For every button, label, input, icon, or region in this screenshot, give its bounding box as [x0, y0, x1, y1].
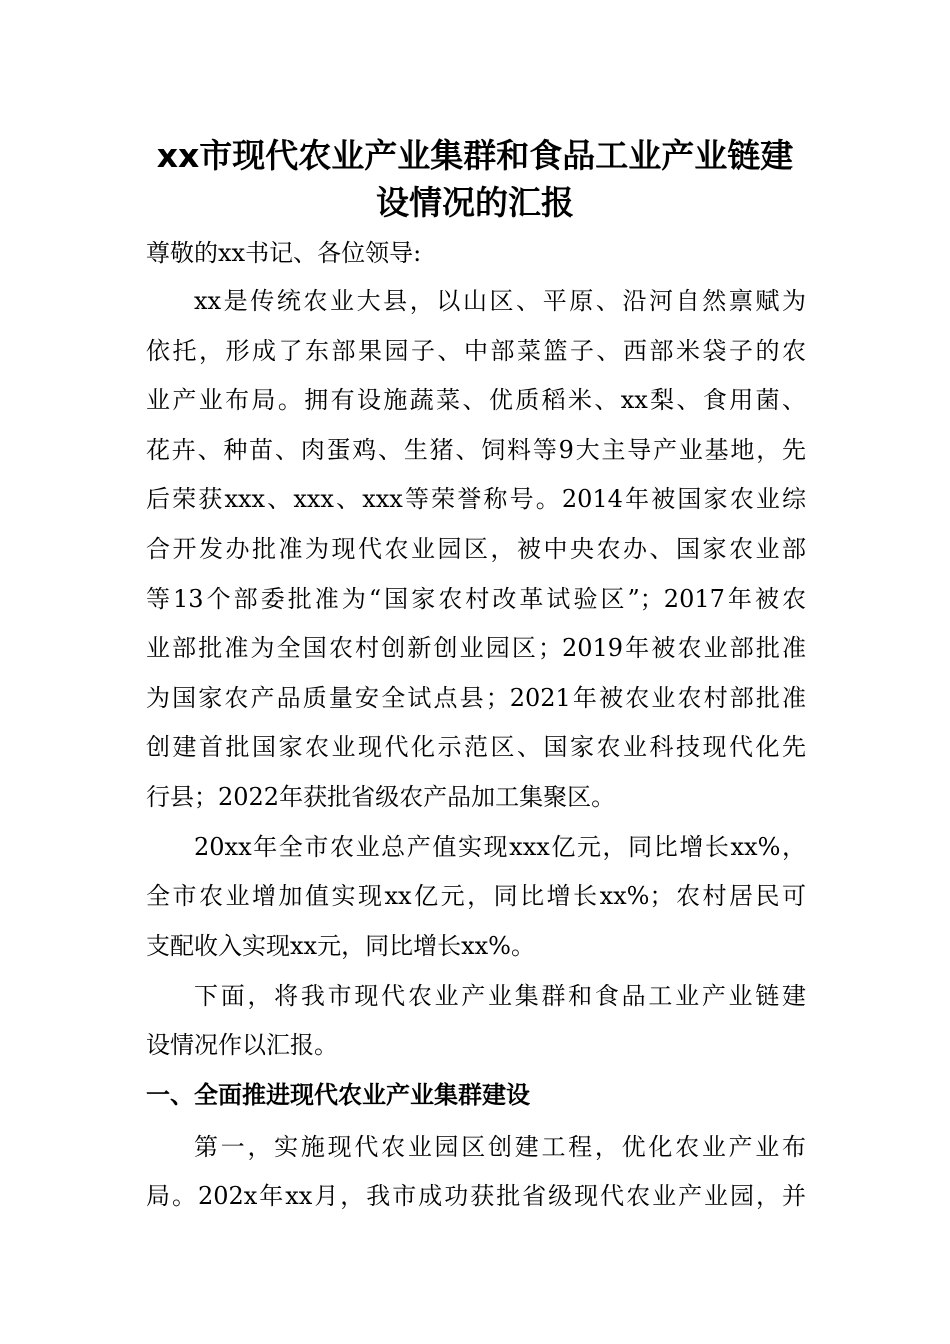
document-title-line-2: 设情况的汇报 [376, 183, 574, 222]
paragraph-1-line: 后荣获xxx、xxx、xxx等荣誉称号。2014年被国家农业综 [146, 485, 806, 513]
paragraph-1-line: 合开发办批准为现代农业园区，被中央农办、国家农业部 [146, 535, 806, 563]
paragraph-4-line: 局。202x年xx月，我市成功获批省级现代农业产业园，并 [146, 1182, 806, 1210]
paragraph-1-line: 依托，形成了东部果园子、中部菜篮子、西部米袋子的农 [146, 337, 806, 365]
paragraph-1-line: 花卉、种苗、肉蛋鸡、生猪、饲料等9大主导产业基地，先 [146, 436, 806, 464]
paragraph-4-line: 第一，实施现代农业园区创建工程，优化农业产业布 [194, 1133, 806, 1161]
paragraph-1-line: 业产业布局。拥有设施蔬菜、优质稻米、xx梨、食用菌、 [146, 386, 806, 414]
paragraph-2-line: 支配收入实现xx元，同比增长xx%。 [146, 932, 535, 960]
paragraph-1-line: 等13个部委批准为“国家农村改革试验区”；2017年被农 [146, 585, 806, 613]
paragraph-1-line: 为国家农产品质量安全试点县；2021年被农业农村部批准 [146, 684, 806, 712]
paragraph-1-line: 创建首批国家农业现代化示范区、国家农业科技现代化先 [146, 733, 806, 761]
salutation: 尊敬的xx书记、各位领导: [146, 239, 422, 267]
section-1-heading: 一、全面推进现代农业产业集群建设 [146, 1081, 530, 1109]
paragraph-1-line: 业部批准为全国农村创新创业园区；2019年被农业部批准 [146, 634, 806, 662]
paragraph-1-line: 行县；2022年获批省级农产品加工集聚区。 [146, 783, 616, 811]
paragraph-2-line: 20xx年全市农业总产值实现xxx亿元，同比增长xx%， [194, 833, 806, 861]
paragraph-3-line: 下面，将我市现代农业产业集群和食品工业产业链建 [194, 982, 806, 1010]
paragraph-2-line: 全市农业增加值实现xx亿元，同比增长xx%；农村居民可 [146, 882, 806, 910]
paragraph-1-line: xx是传统农业大县，以山区、平原、沿河自然禀赋为 [194, 287, 806, 315]
paragraph-3-line: 设情况作以汇报。 [146, 1031, 338, 1059]
document-title-line-1: xx市现代农业产业集群和食品工业产业链建 [156, 136, 794, 175]
